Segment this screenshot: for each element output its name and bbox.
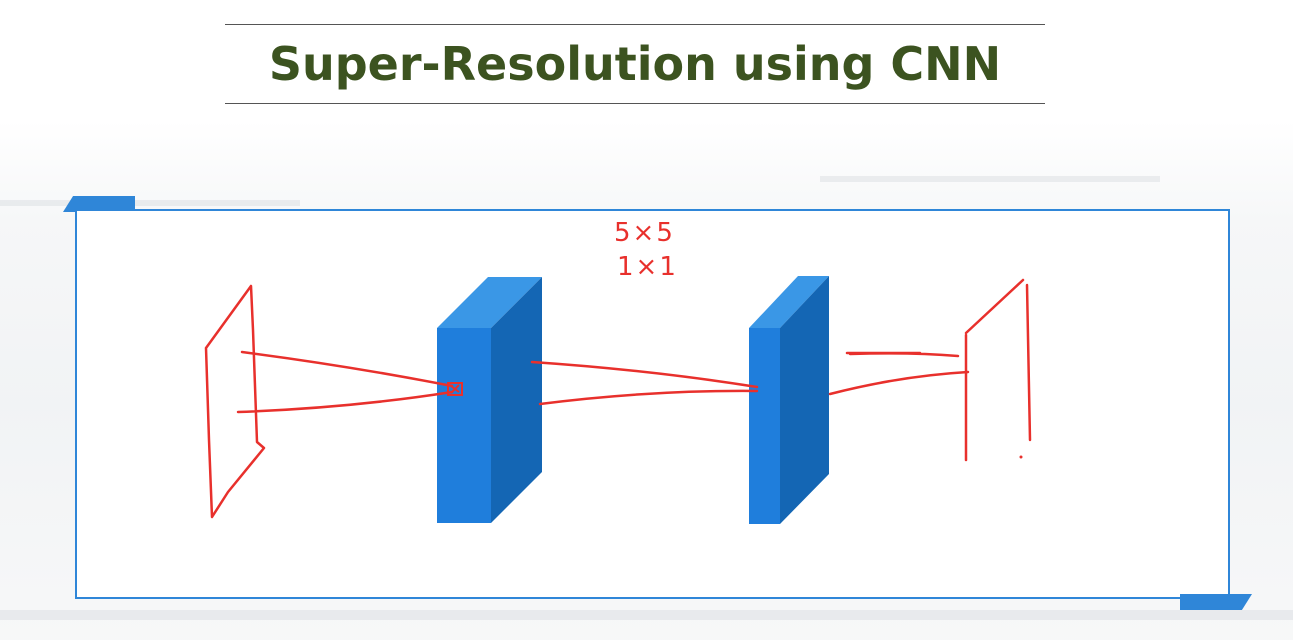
edge-layer-1-to-layer-2-top bbox=[532, 362, 757, 387]
feature-map-layer-1 bbox=[437, 277, 542, 523]
output-image bbox=[966, 280, 1030, 460]
edge-layer-2-to-output-top bbox=[847, 353, 958, 356]
edge-input-to-layer-1-top bbox=[242, 352, 452, 386]
feature-map-layer-2 bbox=[749, 276, 829, 524]
input-image bbox=[206, 286, 264, 517]
connection-lines bbox=[238, 352, 968, 412]
output-image-outline bbox=[966, 280, 1030, 460]
edge-layer-1-to-layer-2-bottom bbox=[540, 391, 757, 404]
kernel-size-label-5x5: 5×5 bbox=[614, 218, 675, 248]
layer-1-front-face bbox=[437, 328, 491, 523]
kernel-size-label-1x1: 1×1 bbox=[617, 252, 678, 282]
output-image-dot bbox=[1020, 456, 1023, 459]
page-title: Super-Resolution using CNN bbox=[268, 37, 1002, 91]
layer-2-front-face bbox=[749, 328, 780, 524]
edge-layer-2-to-output-bottom bbox=[830, 372, 968, 394]
edge-input-to-layer-1-bottom bbox=[238, 392, 452, 412]
input-image-outline bbox=[206, 286, 264, 517]
